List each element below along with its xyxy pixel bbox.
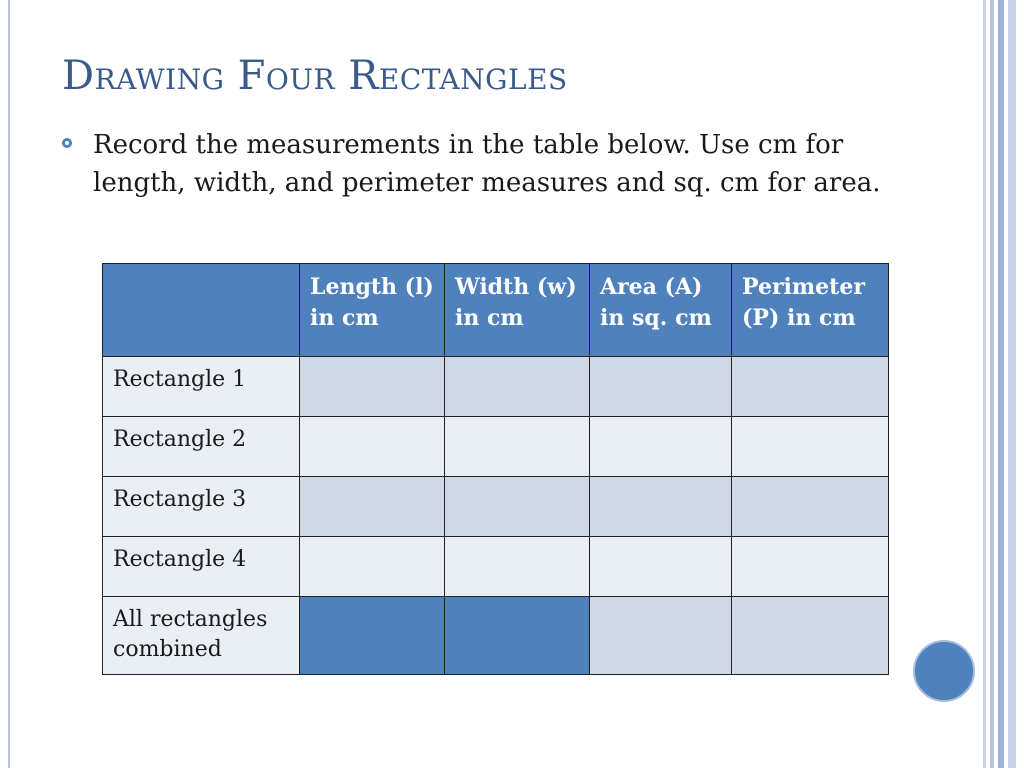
- length-cell-shaded: [300, 597, 445, 675]
- table-row: [103, 417, 889, 477]
- table-row-combined: [103, 597, 889, 675]
- row-label: All rectangles combined: [103, 597, 300, 675]
- area-cell: [590, 417, 732, 477]
- area-cell: [590, 357, 732, 417]
- left-border-line: [8, 0, 10, 768]
- perimeter-cell: [732, 357, 889, 417]
- row-label: Rectangle 2: [103, 417, 300, 477]
- decorative-circle: [913, 640, 975, 702]
- perimeter-cell: [732, 597, 889, 675]
- bullet-item: [62, 126, 932, 202]
- length-cell: [300, 417, 445, 477]
- width-cell-shaded: [445, 597, 590, 675]
- table-row: [103, 477, 889, 537]
- width-cell: [445, 477, 590, 537]
- length-cell: [300, 537, 445, 597]
- perimeter-cell: [732, 477, 889, 537]
- table-row: [103, 537, 889, 597]
- measurements-table: [102, 263, 889, 675]
- width-cell: [445, 537, 590, 597]
- slide-title: Drawing Four Rectangles: [62, 53, 568, 99]
- header-perimeter: Perimeter (P) in cm: [732, 264, 889, 357]
- width-cell: [445, 417, 590, 477]
- area-cell: [590, 477, 732, 537]
- row-label: Rectangle 3: [103, 477, 300, 537]
- bullet-text: Record the measurements in the table below. Use cm for length, width, and perimeter measures and sq. cm for area.: [93, 130, 881, 198]
- perimeter-cell: [732, 537, 889, 597]
- header-area: Area (A) in sq. cm: [590, 264, 732, 357]
- header-corner-cell: [103, 264, 300, 357]
- row-label: Rectangle 1: [103, 357, 300, 417]
- area-cell: [590, 537, 732, 597]
- length-cell: [300, 477, 445, 537]
- table-header-row: [103, 264, 889, 357]
- perimeter-cell: [732, 417, 889, 477]
- right-decorative-stripes: [980, 0, 1024, 768]
- row-label: Rectangle 4: [103, 537, 300, 597]
- width-cell: [445, 357, 590, 417]
- length-cell: [300, 357, 445, 417]
- header-width: Width (w) in cm: [445, 264, 590, 357]
- table-row: [103, 357, 889, 417]
- bullet-ring-icon: [62, 138, 72, 148]
- area-cell: [590, 597, 732, 675]
- header-length: Length (l) in cm: [300, 264, 445, 357]
